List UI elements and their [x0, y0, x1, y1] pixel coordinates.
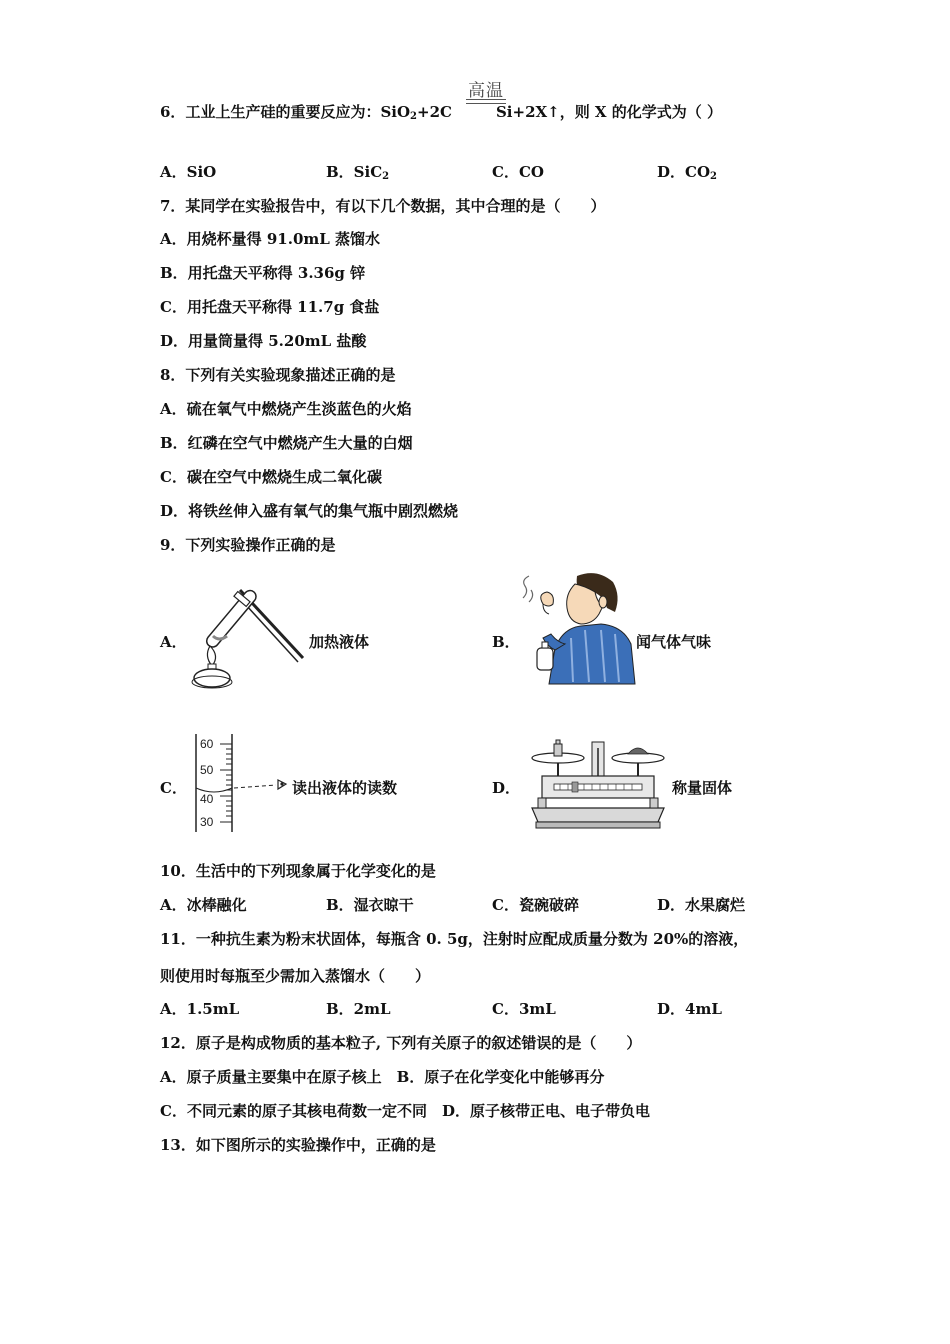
q10-option-c: C．瓷碗破碎	[492, 896, 579, 914]
q6-stem-c: Si+2X↑，则 X 的化学式为（ ）	[495, 103, 723, 121]
q9-stem: 9．下列实验操作正确的是	[160, 536, 336, 554]
q10-option-b: B．湿衣晾干	[326, 896, 414, 914]
cylinder-mark-40: 40	[200, 792, 214, 806]
q9-fig-b-caption: 闻气体气味	[636, 633, 712, 651]
q6-option-a: A．SiO	[160, 163, 217, 181]
q7-stem: 7．某同学在实验报告中，有以下几个数据，其中合理的是（ ）	[160, 197, 606, 215]
q6-stem-b: +2C	[417, 103, 452, 121]
reaction-condition: 高温	[468, 81, 504, 101]
q11-stem-line1: 11．一种抗生素为粉末状固体，每瓶含 0. 5g，注射时应配成质量分数为 20%的溶液，	[160, 930, 749, 948]
q8-option-d: D．将铁丝伸入盛有氧气的集气瓶中剧烈燃烧	[160, 502, 459, 520]
q6-option-c: C．CO	[492, 163, 544, 181]
heating-liquid-illustration	[188, 578, 308, 690]
cylinder-mark-50: 50	[200, 763, 214, 777]
smelling-gas-illustration	[515, 568, 635, 684]
q9-fig-c-letter: C．	[160, 779, 187, 797]
q9-fig-d-letter: D．	[492, 779, 521, 797]
balance-illustration	[528, 738, 668, 832]
q7-option-a: A．用烧杯量得 91.0mL 蒸馏水	[160, 230, 381, 248]
q11-option-a: A．1.5mL	[160, 1000, 240, 1018]
q10-stem: 10．生活中的下列现象属于化学变化的是	[160, 862, 436, 880]
q10-option-d: D．水果腐烂	[657, 896, 746, 914]
q6-number: 6．	[160, 103, 186, 121]
q9-fig-b-letter: B．	[492, 633, 520, 651]
q7-option-c: C．用托盘天平称得 11.7g 食盐	[160, 298, 380, 316]
q13-stem: 13．如下图所示的实验操作中，正确的是	[160, 1136, 436, 1154]
q6-stem-a: 工业上生产硅的重要反应为：SiO	[185, 103, 411, 121]
q7-option-b: B．用托盘天平称得 3.36g 锌	[160, 264, 366, 282]
q10-option-a: A．冰棒融化	[160, 896, 247, 914]
q9-fig-c-caption: 读出液体的读数	[292, 779, 398, 797]
q8-option-b: B．红磷在空气中燃烧产生大量的白烟	[160, 434, 413, 452]
q8-stem: 8．下列有关实验现象描述正确的是	[160, 366, 396, 384]
q9-fig-a-caption: 加热液体	[309, 633, 370, 651]
q9-fig-a-letter: A．	[160, 633, 187, 651]
q7-option-d: D．用量筒量得 5.20mL 盐酸	[160, 332, 367, 350]
q6-stem	[160, 102, 722, 127]
reaction-equals-top	[466, 99, 506, 100]
q12-options-row1: A．原子质量主要集中在原子核上 B．原子在化学变化中能够再分	[160, 1068, 605, 1086]
q9-fig-d-caption: 称量固体	[672, 779, 733, 797]
graduated-cylinder-illustration	[192, 732, 292, 834]
q12-stem: 12．原子是构成物质的基本粒子, 下列有关原子的叙述错误的是（ ）	[160, 1034, 642, 1052]
q6-sub: 2	[410, 111, 418, 122]
cylinder-mark-30: 30	[200, 815, 214, 829]
q11-option-d: D．4mL	[657, 1000, 722, 1018]
q12-options-row2: C．不同元素的原子其核电荷数一定不同 D．原子核带正电、电子带负电	[160, 1102, 650, 1120]
q8-option-a: A．硫在氧气中燃烧产生淡蓝色的火焰	[160, 400, 412, 418]
q8-option-c: C．碳在空气中燃烧生成二氧化碳	[160, 468, 382, 486]
q11-option-b: B．2mL	[326, 1000, 391, 1018]
q6-option-b: B．SiC$_2$	[326, 163, 390, 182]
q11-stem-line2: 则使用时每瓶至少需加入蒸馏水（ ）	[160, 967, 431, 985]
cylinder-mark-60: 60	[200, 737, 214, 751]
q6-option-d: D．$CO_2$	[657, 163, 717, 182]
q11-option-c: C．3mL	[492, 1000, 556, 1018]
